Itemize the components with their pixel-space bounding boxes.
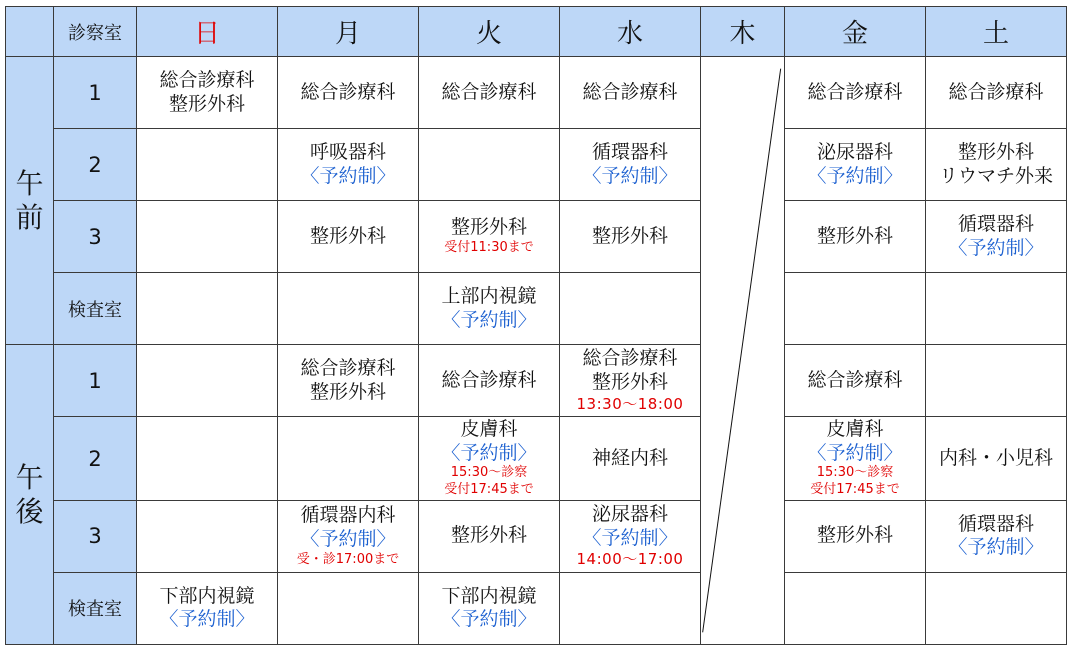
schedule-row [6, 201, 1067, 273]
department-name: 整形外科 [450, 524, 527, 547]
schedule-cell-tue [419, 273, 560, 345]
department-name: 整形外科 [816, 224, 893, 247]
time-note: 13:30～18:00 [576, 394, 684, 413]
time-note: 受付17:45まで [444, 482, 534, 498]
schedule-cell-tue [419, 201, 560, 273]
schedule-cell-mon [278, 417, 419, 501]
department-name: 総合診療科 [582, 80, 678, 103]
schedule-cell-sat [926, 572, 1067, 644]
reservation-note: 〈予約制〉 [807, 441, 903, 464]
room-label: 検査室 [54, 572, 137, 644]
department-name: 総合診療科 [807, 80, 903, 103]
schedule-cell-fri [785, 500, 926, 572]
schedule-cell-wed [560, 201, 701, 273]
department-name: 総合診療科 [300, 80, 396, 103]
reservation-note: 〈予約制〉 [441, 308, 537, 331]
schedule-cell-sun [137, 500, 278, 572]
schedule-cell-wed [560, 129, 701, 201]
room-label: 1 [54, 345, 137, 417]
room-label: 1 [54, 57, 137, 129]
schedule-row [6, 572, 1067, 644]
day-header-sat: 土 [926, 7, 1067, 57]
day-header-mon: 月 [278, 7, 419, 57]
department-name: 総合診療科 [159, 68, 255, 91]
department-name: 循環器科 [591, 140, 668, 163]
thursday-closed-cell [701, 57, 785, 645]
reservation-note: 〈予約制〉 [300, 527, 396, 550]
schedule-cell-wed [560, 572, 701, 644]
department-name: 整形外科 [591, 371, 668, 394]
schedule-cell-wed [560, 417, 701, 501]
schedule-cell-wed [560, 57, 701, 129]
reservation-note: 〈予約制〉 [582, 526, 678, 549]
closed-slash-icon [701, 57, 784, 644]
time-note: 14:00～17:00 [576, 550, 684, 569]
department-name: 循環器内科 [300, 504, 396, 527]
department-name: 総合診療科 [582, 347, 678, 370]
schedule-body [6, 57, 1067, 645]
schedule-cell-tue [419, 417, 560, 501]
clinic-schedule-table [5, 6, 1067, 645]
department-name: リウマチ外来 [938, 164, 1053, 187]
schedule-cell-sat [926, 273, 1067, 345]
schedule-row [6, 417, 1067, 501]
schedule-cell-sat [926, 57, 1067, 129]
schedule-row [6, 273, 1067, 345]
department-name: 総合診療科 [441, 368, 537, 391]
room-label: 3 [54, 201, 137, 273]
department-name: 神経内科 [591, 446, 668, 469]
schedule-cell-tue [419, 129, 560, 201]
department-name: 総合診療科 [441, 80, 537, 103]
room-label: 3 [54, 500, 137, 572]
schedule-cell-fri [785, 572, 926, 644]
schedule-cell-tue [419, 572, 560, 644]
schedule-cell-fri [785, 57, 926, 129]
schedule-cell-sat [926, 500, 1067, 572]
reservation-note: 〈予約制〉 [159, 608, 255, 631]
department-name: 循環器科 [957, 212, 1034, 235]
room-label: 2 [54, 129, 137, 201]
department-name: 総合診療科 [300, 357, 396, 380]
department-name: 整形外科 [957, 140, 1034, 163]
day-header-tue: 火 [419, 7, 560, 57]
schedule-cell-fri [785, 201, 926, 273]
schedule-cell-fri [785, 273, 926, 345]
room-header: 診察室 [54, 7, 137, 57]
reservation-note: 〈予約制〉 [441, 441, 537, 464]
pm-session-label: 午 後 [6, 345, 54, 645]
time-note: 受付17:45まで [810, 482, 900, 498]
schedule-cell-sun [137, 129, 278, 201]
schedule-row [6, 345, 1067, 417]
schedule-cell-mon [278, 273, 419, 345]
reservation-note: 〈予約制〉 [948, 536, 1044, 559]
department-name: 循環器科 [957, 512, 1034, 535]
schedule-cell-mon [278, 57, 419, 129]
schedule-cell-fri [785, 129, 926, 201]
department-name: 内科・小児科 [938, 446, 1053, 469]
schedule-cell-tue [419, 345, 560, 417]
schedule-cell-wed [560, 273, 701, 345]
schedule-cell-fri [785, 417, 926, 501]
schedule-row [6, 57, 1067, 129]
department-name: 整形外科 [450, 216, 527, 239]
time-note: 受・診17:00まで [296, 551, 400, 567]
schedule-row [6, 129, 1067, 201]
schedule-cell-sun [137, 417, 278, 501]
schedule-cell-sun [137, 273, 278, 345]
day-header-sun: 日 [137, 7, 278, 57]
reservation-note: 〈予約制〉 [807, 164, 903, 187]
department-name: 泌尿器科 [591, 502, 668, 525]
department-name: 上部内視鏡 [441, 284, 537, 307]
schedule-cell-sat [926, 129, 1067, 201]
reservation-note: 〈予約制〉 [582, 164, 678, 187]
schedule-cell-sat [926, 201, 1067, 273]
department-name: 整形外科 [591, 224, 668, 247]
department-name: 整形外科 [168, 92, 245, 115]
schedule-cell-sun [137, 572, 278, 644]
schedule-cell-sun [137, 345, 278, 417]
department-name: 整形外科 [816, 524, 893, 547]
schedule-cell-mon [278, 129, 419, 201]
department-name: 皮膚科 [460, 417, 518, 440]
department-name: 呼吸器科 [309, 140, 386, 163]
schedule-cell-tue [419, 500, 560, 572]
time-note: 15:30～診察 [450, 465, 528, 481]
department-name: 下部内視鏡 [159, 584, 255, 607]
department-name: 整形外科 [309, 380, 386, 403]
department-name: 総合診療科 [948, 80, 1044, 103]
schedule-cell-mon [278, 201, 419, 273]
day-header-thu: 木 [701, 7, 785, 57]
schedule-cell-sun [137, 57, 278, 129]
corner-cell [6, 7, 54, 57]
schedule-cell-sat [926, 417, 1067, 501]
schedule-cell-fri [785, 345, 926, 417]
schedule-cell-tue [419, 57, 560, 129]
day-header-wed: 水 [560, 7, 701, 57]
schedule-cell-sun [137, 201, 278, 273]
schedule-cell-mon [278, 500, 419, 572]
time-note: 15:30～診察 [816, 465, 894, 481]
room-label: 検査室 [54, 273, 137, 345]
schedule-row [6, 500, 1067, 572]
header-row [6, 7, 1067, 57]
am-session-label: 午 前 [6, 57, 54, 345]
day-header-fri: 金 [785, 7, 926, 57]
schedule-cell-wed [560, 345, 701, 417]
reservation-note: 〈予約制〉 [441, 608, 537, 631]
department-name: 皮膚科 [826, 417, 884, 440]
schedule-cell-sat [926, 345, 1067, 417]
department-name: 整形外科 [309, 224, 386, 247]
department-name: 下部内視鏡 [441, 584, 537, 607]
schedule-cell-wed [560, 500, 701, 572]
schedule-cell-mon [278, 345, 419, 417]
reservation-note: 〈予約制〉 [300, 164, 396, 187]
time-note: 受付11:30まで [444, 240, 534, 256]
schedule-cell-mon [278, 572, 419, 644]
department-name: 泌尿器科 [816, 140, 893, 163]
reservation-note: 〈予約制〉 [948, 236, 1044, 259]
room-label: 2 [54, 417, 137, 501]
department-name: 総合診療科 [807, 368, 903, 391]
